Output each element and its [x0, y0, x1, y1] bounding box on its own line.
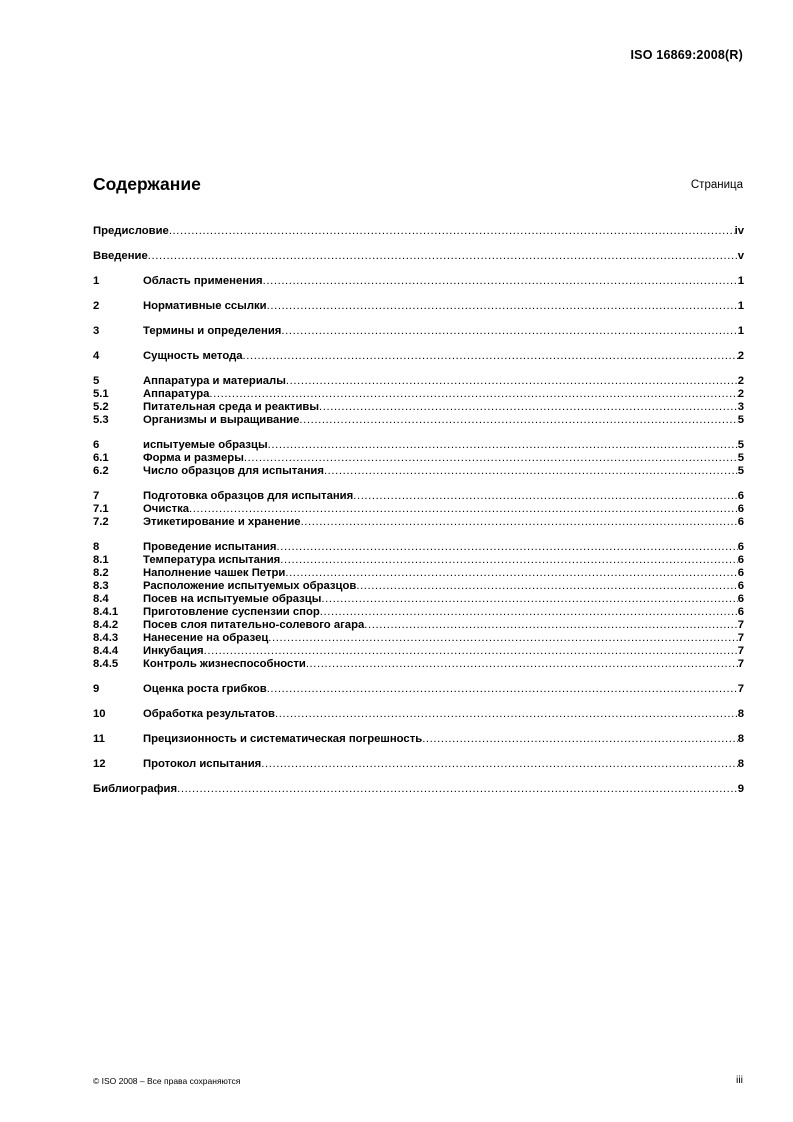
toc-entry-page: 1: [737, 325, 744, 337]
toc-dot-leader: [169, 225, 735, 237]
toc-entry-title: Проведение испытания: [143, 541, 277, 553]
toc-entry[interactable]: [93, 452, 744, 464]
toc-entry-page: 6: [737, 593, 744, 605]
toc-dot-leader: [177, 783, 738, 795]
toc-entry-page: 1: [737, 275, 744, 287]
toc-entry[interactable]: [93, 593, 744, 605]
toc-entry-title: Предисловие: [93, 225, 169, 237]
toc-entry-number: 8.4: [93, 593, 109, 605]
toc-entry[interactable]: [93, 401, 744, 413]
toc-entry-title: Число образцов для испытания: [143, 465, 324, 477]
toc-entry[interactable]: [93, 439, 744, 451]
toc-entry-title: Нормативные ссылки: [143, 300, 267, 312]
toc-entry-title: Введение: [93, 250, 148, 262]
toc-dot-leader: [319, 401, 738, 413]
toc-entry-page: 6: [737, 490, 744, 502]
toc-dot-leader: [268, 439, 738, 451]
toc-entry-number: 6.1: [93, 452, 109, 464]
toc-entry-page: 9: [737, 783, 744, 795]
toc-entry[interactable]: [93, 250, 744, 262]
toc-entry-page: 6: [737, 541, 744, 553]
toc-entry-number: 8.4.2: [93, 619, 119, 631]
toc-entry-number: 4: [93, 350, 100, 362]
toc-dot-leader: [267, 683, 738, 695]
toc-entry-number: 5: [93, 375, 100, 387]
toc-entry-page: 3: [737, 401, 744, 413]
toc-dot-leader: [353, 490, 737, 502]
toc-entry[interactable]: [93, 645, 744, 657]
toc-dot-leader: [268, 632, 737, 644]
toc-entry-title: Протокол испытания: [143, 758, 262, 770]
toc-entry-number: 8.1: [93, 554, 109, 566]
toc-dot-leader: [364, 619, 737, 631]
toc-entry-page: 2: [737, 388, 744, 400]
toc-entry-page: 6: [737, 503, 744, 515]
toc-entry-title: Приготовление суспензии спор: [143, 606, 320, 618]
toc-dot-leader: [285, 567, 737, 579]
table-of-contents: [93, 225, 744, 795]
toc-entry-number: 8.2: [93, 567, 109, 579]
toc-entry[interactable]: [93, 375, 744, 387]
toc-entry[interactable]: [93, 490, 744, 502]
toc-entry-number: 7.1: [93, 503, 109, 515]
toc-entry-title: испытуемые образцы: [143, 439, 268, 451]
toc-entry[interactable]: [93, 632, 744, 644]
toc-entry-number: 5.3: [93, 414, 109, 426]
toc-entry-title: Наполнение чашек Петри: [143, 567, 286, 579]
toc-dot-leader: [301, 516, 738, 528]
toc-entry-number: 5.1: [93, 388, 109, 400]
toc-dot-leader: [275, 708, 738, 720]
toc-entry-page: 8: [737, 758, 744, 770]
toc-entry-title: Прецизионность и систематическая погрешность: [143, 733, 423, 745]
toc-entry-title: Форма и размеры: [143, 452, 244, 464]
toc-entry-page: 7: [737, 683, 744, 695]
toc-entry[interactable]: [93, 683, 744, 695]
toc-dot-leader: [320, 606, 738, 618]
toc-entry-title: Сущность метода: [143, 350, 243, 362]
toc-dot-leader: [356, 580, 737, 592]
toc-entry-number: 6.2: [93, 465, 109, 477]
toc-dot-leader: [299, 414, 737, 426]
toc-entry-page: v: [737, 250, 744, 262]
toc-entry-title: Область применения: [143, 275, 263, 287]
toc-dot-leader: [189, 503, 738, 515]
toc-entry[interactable]: [93, 225, 744, 237]
page-column-label: Страница: [690, 179, 743, 191]
toc-entry-title: Инкубация: [143, 645, 204, 657]
toc-entry-page: iv: [734, 225, 744, 237]
toc-dot-leader: [280, 554, 737, 566]
toc-entry-number: 8.3: [93, 580, 109, 592]
toc-entry-page: 2: [737, 375, 744, 387]
toc-entry-number: 2: [93, 300, 100, 312]
toc-entry-title: Очистка: [143, 503, 190, 515]
toc-entry-title: Посев на испытуемые образцы: [143, 593, 322, 605]
toc-entry-number: 11: [93, 733, 105, 745]
toc-entry-number: 8: [93, 541, 100, 553]
toc-entry-title: Контроль жизнеспособности: [143, 658, 306, 670]
toc-dot-leader: [261, 758, 737, 770]
toc-entry-page: 5: [737, 414, 744, 426]
toc-entry-number: 8.4.5: [93, 658, 119, 670]
toc-entry-page: 6: [737, 580, 744, 592]
toc-entry-title: Организмы и выращивание: [143, 414, 300, 426]
toc-dot-leader: [244, 452, 738, 464]
toc-entry-page: 5: [737, 452, 744, 464]
toc-entry-number: 5.2: [93, 401, 109, 413]
footer-page-number: iii: [736, 1074, 743, 1086]
toc-entry-number: 7.2: [93, 516, 109, 528]
toc-entry-title: Обработка результатов: [143, 708, 275, 720]
toc-dot-leader: [263, 275, 738, 287]
toc-entry-page: 1: [737, 300, 744, 312]
toc-entry-number: 12: [93, 758, 106, 770]
toc-entry[interactable]: [93, 350, 744, 362]
toc-dot-leader: [321, 593, 737, 605]
toc-entry-title: Нанесение на образец: [143, 632, 269, 644]
toc-dot-leader: [281, 325, 737, 337]
toc-entry[interactable]: [93, 414, 744, 426]
toc-entry-title: Подготовка образцов для испытания: [143, 490, 354, 502]
header-doc-code: ISO 16869:2008(R): [630, 48, 743, 62]
toc-entry-page: 7: [737, 645, 744, 657]
toc-dot-leader: [277, 541, 738, 553]
toc-entry-title: Питательная среда и реактивы: [143, 401, 319, 413]
toc-entry-title: Расположение испытуемых образцов: [143, 580, 357, 592]
toc-dot-leader: [324, 465, 738, 477]
toc-entry-number: 8.4.1: [93, 606, 119, 618]
toc-entry-page: 7: [737, 632, 744, 644]
toc-entry[interactable]: [93, 300, 744, 312]
toc-entry-page: 5: [737, 465, 744, 477]
toc-title: Содержание: [93, 174, 201, 194]
toc-entry-number: 8.4.4: [93, 645, 119, 657]
toc-entry[interactable]: [93, 758, 744, 770]
toc-dot-leader: [286, 375, 738, 387]
toc-entry-page: 6: [737, 516, 744, 528]
toc-entry[interactable]: [93, 619, 744, 631]
toc-dot-leader: [422, 733, 738, 745]
toc-entry-page: 2: [737, 350, 744, 362]
toc-entry[interactable]: [93, 465, 744, 477]
toc-entry-number: 3: [93, 325, 100, 337]
toc-entry[interactable]: [93, 580, 744, 592]
toc-entry[interactable]: [93, 658, 744, 670]
toc-entry[interactable]: [93, 708, 744, 720]
toc-entry[interactable]: [93, 325, 744, 337]
toc-entry[interactable]: [93, 783, 744, 795]
toc-dot-leader: [148, 250, 738, 262]
toc-dot-leader: [209, 388, 737, 400]
toc-dot-leader: [243, 350, 738, 362]
toc-entry-page: 6: [737, 554, 744, 566]
toc-entry[interactable]: [93, 388, 744, 400]
footer-copyright: © ISO 2008 – Все права сохраняются: [93, 1076, 241, 1086]
toc-entry-title: Термины и определения: [143, 325, 282, 337]
toc-dot-leader: [306, 658, 738, 670]
toc-dot-leader: [204, 645, 738, 657]
toc-entry[interactable]: [93, 606, 744, 618]
toc-entry-page: 6: [737, 567, 744, 579]
toc-entry[interactable]: [93, 541, 744, 553]
toc-entry-title: Посев слоя питательно-солевого агара: [143, 619, 365, 631]
toc-entry-title: Этикетирование и хранение: [143, 516, 301, 528]
toc-entry-title: Оценка роста грибков: [143, 683, 267, 695]
toc-dot-leader: [267, 300, 738, 312]
toc-entry-title: Температура испытания: [143, 554, 281, 566]
toc-entry[interactable]: [93, 503, 744, 515]
toc-entry-number: 10: [93, 708, 106, 720]
toc-entry-number: 1: [93, 275, 100, 287]
toc-entry-number: 6: [93, 439, 100, 451]
toc-entry[interactable]: [93, 275, 744, 287]
toc-entry-title: Аппаратура и материалы: [143, 375, 286, 387]
toc-entry[interactable]: [93, 554, 744, 566]
toc-entry[interactable]: [93, 567, 744, 579]
toc-entry[interactable]: [93, 516, 744, 528]
toc-entry-title: Аппаратура: [143, 388, 210, 400]
toc-entry[interactable]: [93, 733, 744, 745]
toc-entry-page: 6: [737, 606, 744, 618]
toc-entry-page: 7: [737, 658, 744, 670]
toc-entry-number: 7: [93, 490, 100, 502]
toc-entry-title: Библиография: [93, 783, 178, 795]
toc-entry-number: 9: [93, 683, 100, 695]
toc-entry-page: 8: [737, 733, 744, 745]
toc-entry-page: 8: [737, 708, 744, 720]
toc-entry-page: 5: [737, 439, 744, 451]
toc-entry-number: 8.4.3: [93, 632, 119, 644]
toc-entry-page: 7: [737, 619, 744, 631]
